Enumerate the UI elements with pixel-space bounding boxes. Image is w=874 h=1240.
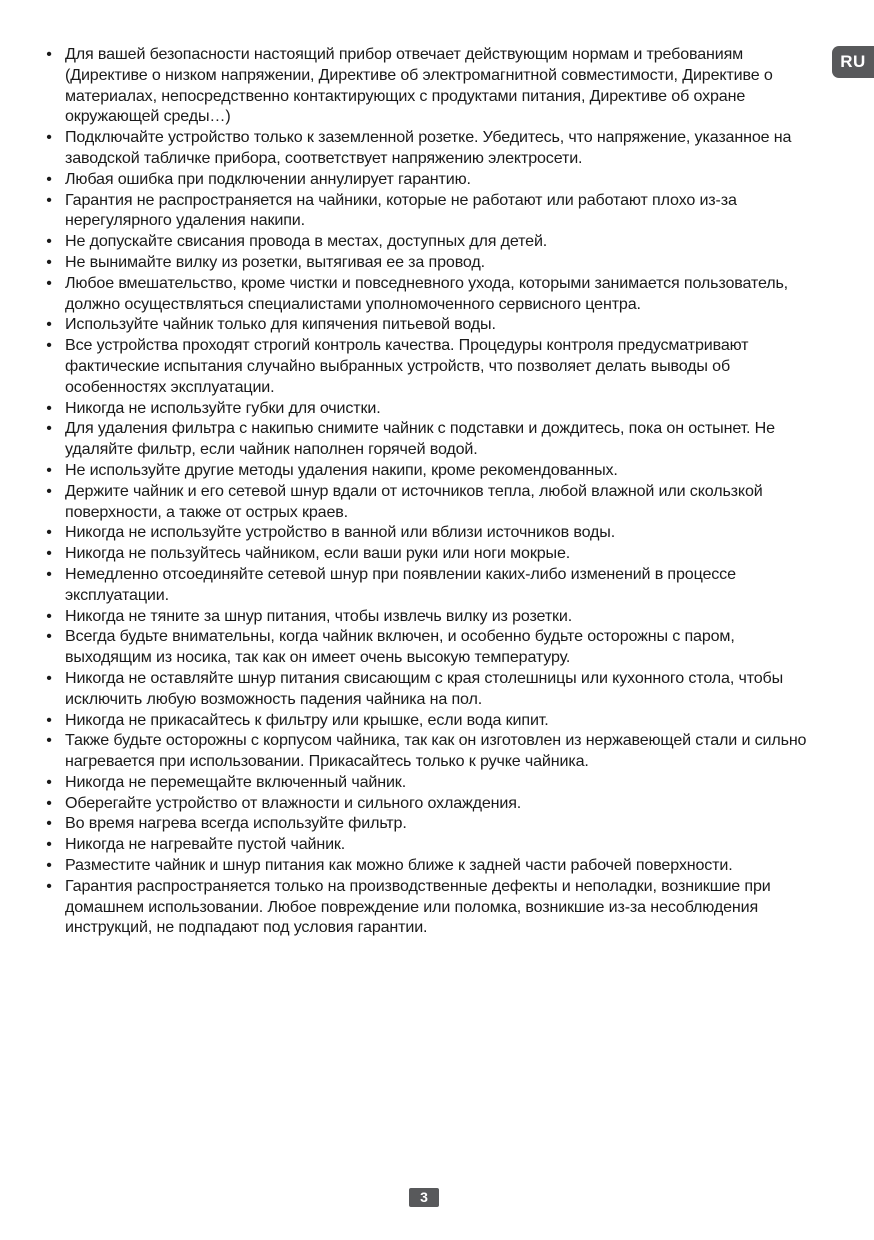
list-item-text: Для удаления фильтра с накипью снимите чайник с подставки и дождитесь, пока он остынет. Не удаляйте фильтр, если чайник наполнен горячей водой. — [65, 419, 775, 459]
bullet-icon: • — [46, 731, 52, 750]
list-item — [44, 626, 824, 668]
list-item — [44, 772, 824, 793]
bullet-icon: • — [46, 856, 52, 875]
list-item-text: Не вынимайте вилку из розетки, вытягивая ее за провод. — [65, 252, 485, 271]
bullet-icon: • — [46, 169, 52, 188]
bullet-icon: • — [46, 876, 52, 895]
list-item — [44, 314, 824, 335]
list-item — [44, 335, 824, 397]
list-item-text: Никогда не используйте устройство в ванной или вблизи источников воды. — [65, 523, 616, 542]
list-item-text: Используйте чайник только для кипячения питьевой воды. — [65, 315, 496, 334]
list-item-text: Никогда не прикасайтесь к фильтру или крышке, если вода кипит. — [65, 710, 549, 729]
list-item-text: Никогда не оставляйте шнур питания свисающим с края столешницы или кухонного стола, чтобы исключить любую возможность падения чайника на пол. — [65, 668, 784, 708]
list-item-text: Не допускайте свисания провода в местах, доступных для детей. — [65, 232, 548, 251]
list-item — [44, 668, 824, 710]
list-item — [44, 834, 824, 855]
bullet-icon: • — [46, 336, 52, 355]
list-item-text: Всегда будьте внимательны, когда чайник включен, и особенно будьте осторожны с паром, выходящим из носика, так как он имеет очень высокую температуру. — [65, 627, 735, 667]
list-item-text: Также будьте осторожны с корпусом чайника, так как он изготовлен из нержавеющей стали и сильно нагревается при использовании. Прикасайтесь только к ручке чайника. — [65, 731, 807, 771]
list-item — [44, 876, 824, 938]
bullet-icon: • — [46, 627, 52, 646]
list-item-text: Оберегайте устройство от влажности и сильного охлаждения. — [65, 793, 522, 812]
bullet-icon: • — [46, 128, 52, 147]
list-item-text: Любая ошибка при подключении аннулирует гарантию. — [65, 169, 471, 188]
bullet-icon: • — [46, 481, 52, 500]
safety-instructions-list — [44, 44, 824, 938]
list-item — [44, 252, 824, 273]
bullet-icon: • — [46, 190, 52, 209]
list-item-text: Держите чайник и его сетевой шнур вдали от источников тепла, любой влажной или скользкой поверхности, а также от острых краев. — [65, 481, 763, 521]
list-item-text: Гарантия не распространяется на чайники, которые не работают или работают плохо из-за нерегулярного удаления накипи. — [65, 190, 737, 230]
list-item — [44, 855, 824, 876]
bullet-icon: • — [46, 523, 52, 542]
bullet-icon: • — [46, 419, 52, 438]
list-item — [44, 730, 824, 772]
list-item — [44, 44, 824, 127]
list-item — [44, 813, 824, 834]
list-item-text: Никогда не перемещайте включенный чайник. — [65, 772, 407, 791]
bullet-icon: • — [46, 793, 52, 812]
list-item — [44, 606, 824, 627]
bullet-icon: • — [46, 232, 52, 251]
list-item-text: Разместите чайник и шнур питания как можно ближе к задней части рабочей поверхности. — [65, 856, 733, 875]
bullet-icon: • — [46, 252, 52, 271]
list-item-text: Все устройства проходят строгий контроль качества. Процедуры контроля предусматривают фактические испытания случайно выбранных устройств, что позволяет делать выводы об особенностях эксплуатации. — [65, 336, 749, 396]
list-item — [44, 231, 824, 252]
list-item-text: Немедленно отсоединяйте сетевой шнур при появлении каких-либо изменений в процессе эксплуатации. — [65, 564, 736, 604]
bullet-icon: • — [46, 273, 52, 292]
list-item — [44, 190, 824, 232]
language-badge: RU — [832, 46, 874, 78]
list-item — [44, 273, 824, 315]
list-item — [44, 398, 824, 419]
bullet-icon: • — [46, 606, 52, 625]
list-item-text: Никогда не пользуйтесь чайником, если ваши руки или ноги мокрые. — [65, 544, 571, 563]
list-item-text: Никогда не нагревайте пустой чайник. — [65, 835, 346, 854]
bullet-icon: • — [46, 710, 52, 729]
list-item-text: Не используйте другие методы удаления накипи, кроме рекомендованных. — [65, 460, 618, 479]
bullet-icon: • — [46, 772, 52, 791]
list-item-text: Гарантия распространяется только на производственные дефекты и неполадки, возникшие при домашнем использовании. Любое повреждение или поломка, возникшие из-за несоблюдения инструкций, не подпадают под условия гарантии. — [65, 876, 771, 937]
list-item — [44, 481, 824, 523]
list-item-text: Для вашей безопасности настоящий прибор отвечает действующим нормам и требованиям (Директиве о низком напряжении, Директиве об электромагнитной совместимости, Директиве о материалах, непосредственно контактирующих с продуктами питания, Директиве об охране окружающей среды…) — [65, 45, 773, 126]
bullet-icon: • — [46, 398, 52, 417]
bullet-icon: • — [46, 315, 52, 334]
list-item-text: Любое вмешательство, кроме чистки и повседневного ухода, которыми занимается пользователь, должно осуществляться специалистами уполномоченного сервисного центра. — [65, 273, 789, 313]
list-item — [44, 543, 824, 564]
list-item — [44, 710, 824, 731]
list-item — [44, 127, 824, 169]
bullet-icon: • — [46, 460, 52, 479]
list-item-text: Во время нагрева всегда используйте фильтр. — [65, 814, 407, 833]
list-item — [44, 418, 824, 460]
bullet-icon: • — [46, 668, 52, 687]
list-item — [44, 522, 824, 543]
list-item — [44, 169, 824, 190]
list-item-text: Подключайте устройство только к заземленной розетке. Убедитесь, что напряжение, указанное на заводской табличке прибора, соответствует напряжению электросети. — [65, 128, 792, 167]
list-item — [44, 564, 824, 606]
bullet-icon: • — [46, 835, 52, 854]
page-number: 3 — [409, 1188, 439, 1207]
list-item-text: Никогда не используйте губки для очистки. — [65, 398, 381, 417]
list-item — [44, 793, 824, 814]
bullet-icon: • — [46, 564, 52, 583]
list-item — [44, 460, 824, 481]
bullet-icon: • — [46, 45, 52, 63]
bullet-icon: • — [46, 544, 52, 563]
bullet-icon: • — [46, 814, 52, 833]
list-item-text: Никогда не тяните за шнур питания, чтобы извлечь вилку из розетки. — [65, 606, 573, 625]
